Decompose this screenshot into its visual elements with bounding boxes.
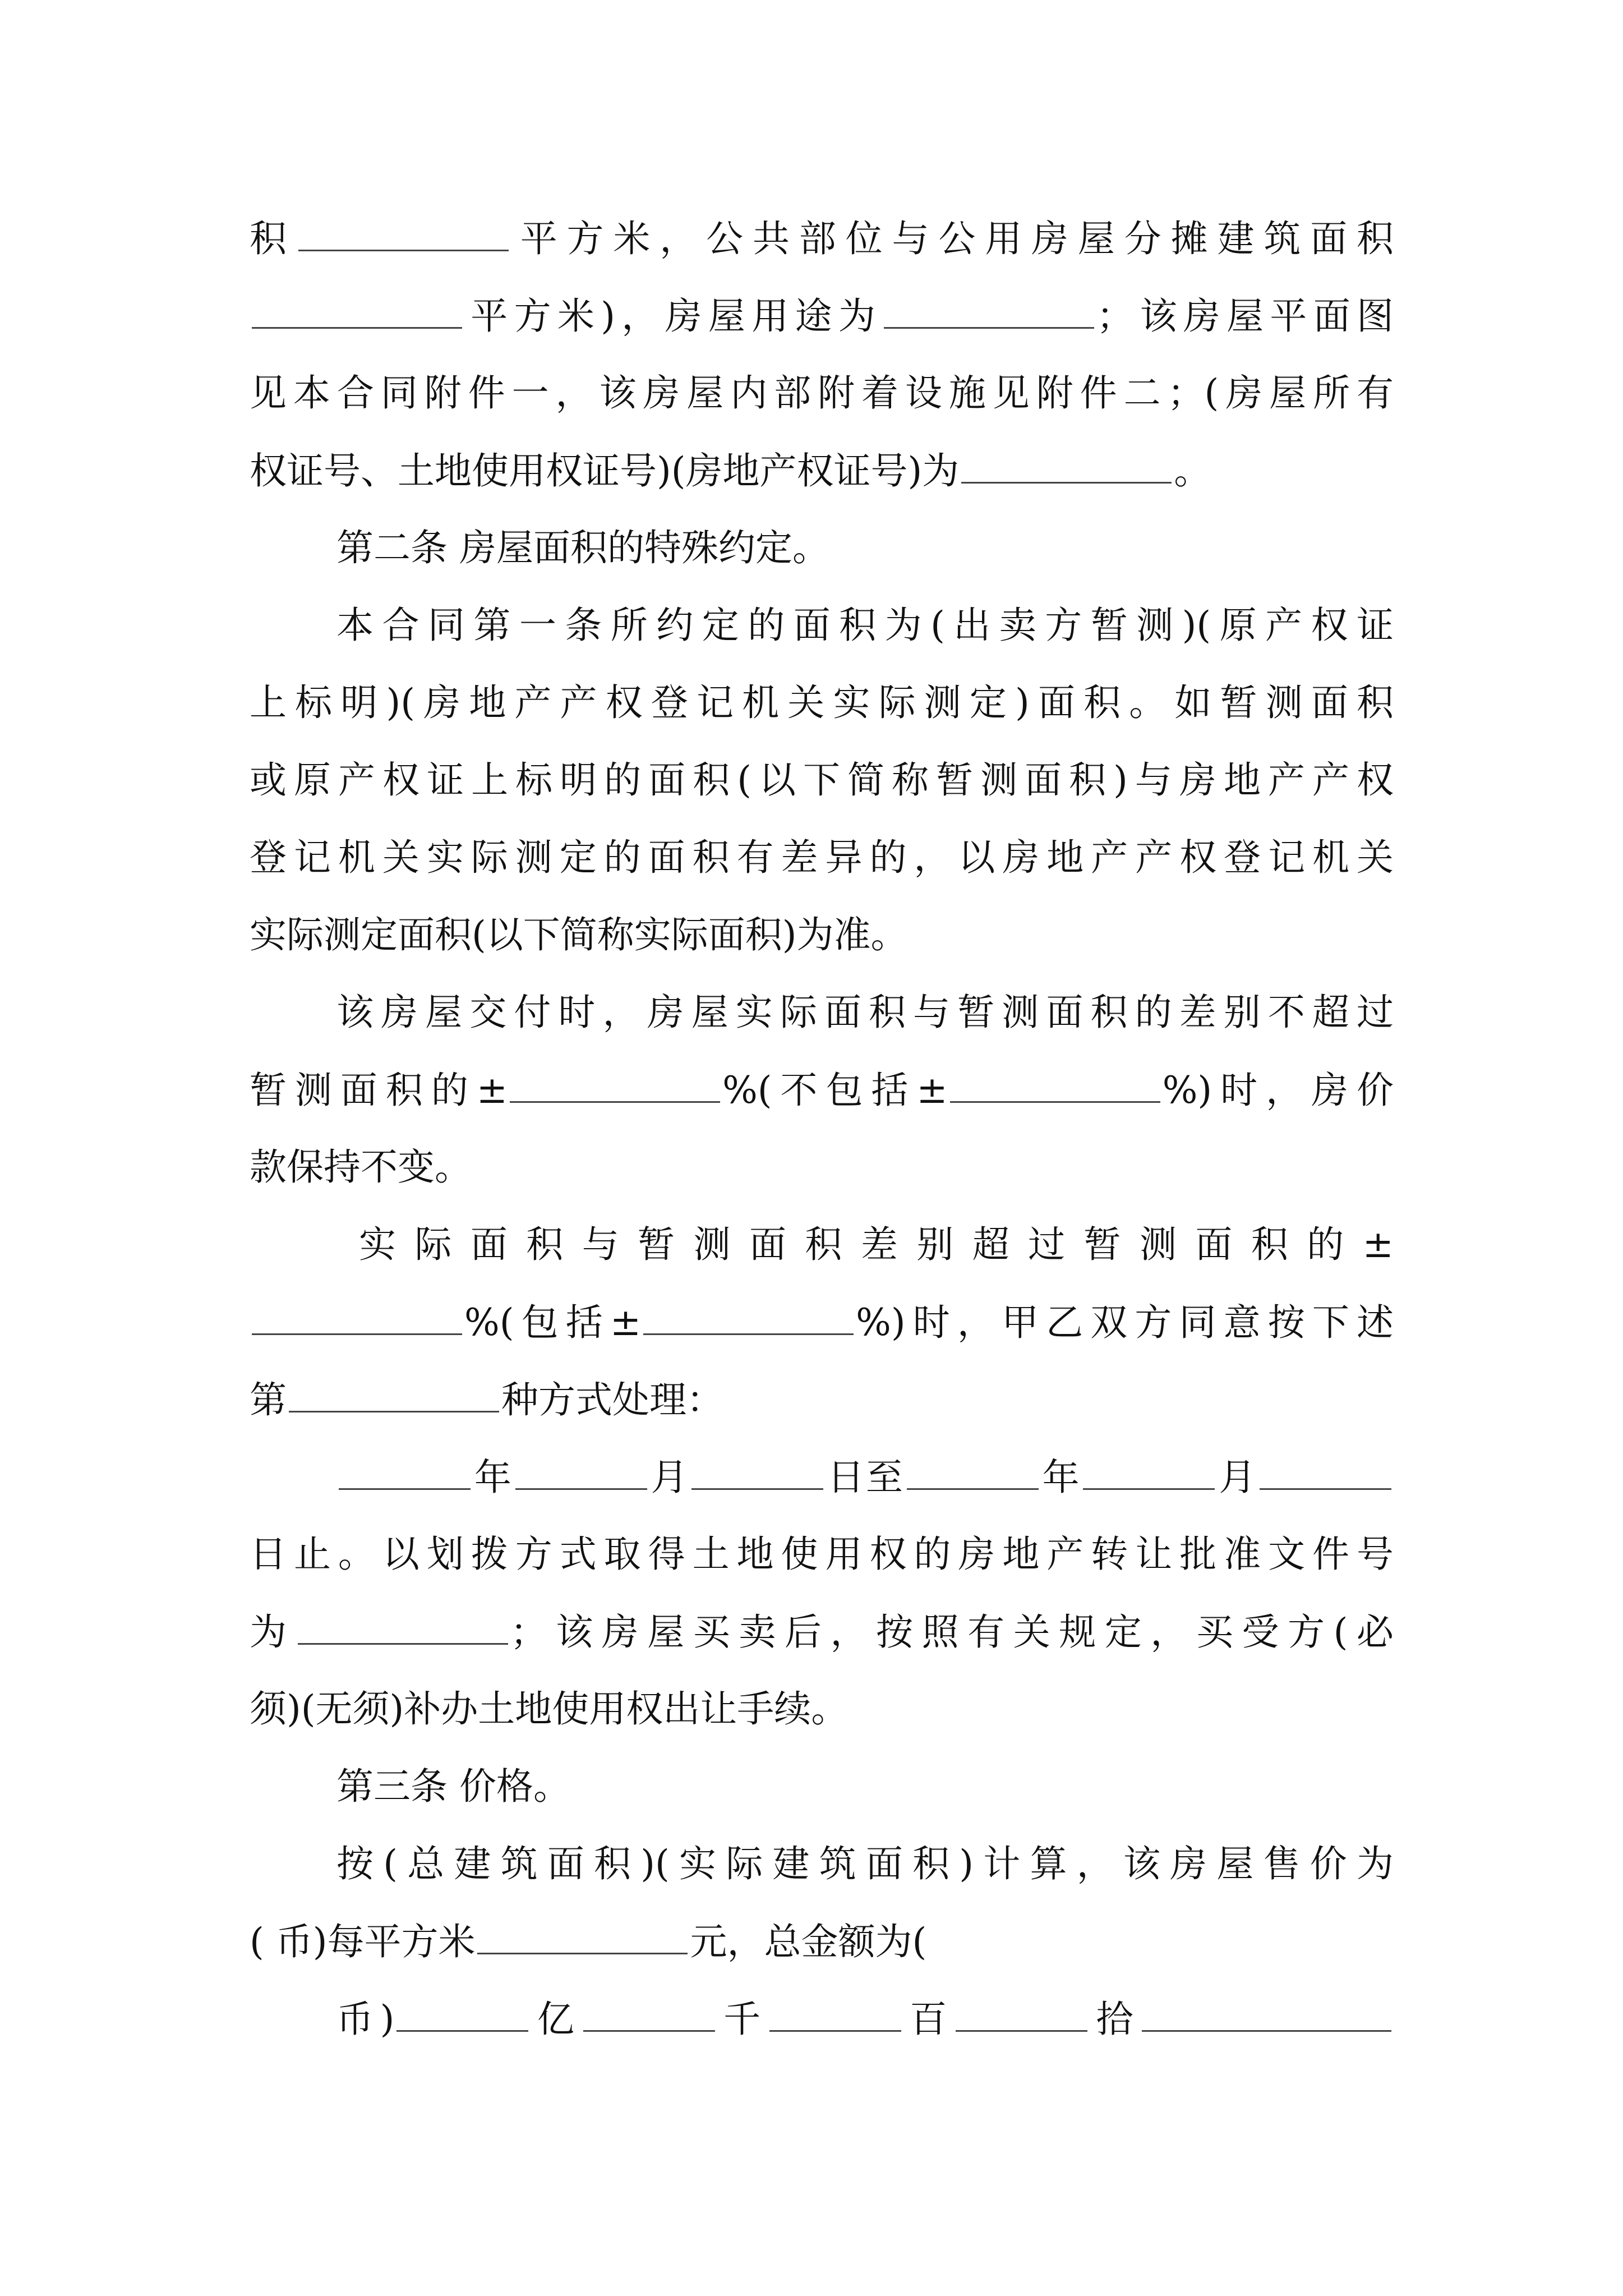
text-line: 实际测定面积(以下简称实际面积)为准。 — [250, 913, 908, 956]
text-line: 款保持不变。 — [250, 1145, 472, 1189]
blank-field — [1260, 1455, 1391, 1490]
paragraph-line: 实际面积与暂测面积差别超过暂测面积的± — [359, 1223, 1394, 1266]
blank-field — [643, 1300, 854, 1335]
amount-line: 币) 亿 千 百 拾 — [336, 1996, 1394, 2042]
date-range-line: 年 月 日至 年 月 — [336, 1455, 1394, 1500]
paragraph-line: 按(总建筑面积)(实际建筑面积)计算，该房屋售价为 — [336, 1842, 1394, 1885]
blank-field — [583, 1996, 715, 2032]
text-line: 权证号、土地使用权证号)(房地产权证号)为 。 — [250, 449, 1211, 493]
text-line: 第 种方式处理： — [250, 1378, 723, 1421]
blank-field — [950, 1068, 1160, 1103]
blank-field — [961, 448, 1172, 484]
text-line: 登记机关实际测定的面积有差异的，以房地产产权登记机关 — [250, 836, 1394, 879]
blank-field — [510, 1068, 720, 1103]
blank-field — [298, 216, 509, 251]
text-line: 积 平方米，公共部位与公用房屋分摊建筑面积 — [250, 217, 1394, 260]
blank-field — [691, 1455, 823, 1490]
text-line: 上标明)(房地产产权登记机关实际测定)面积。如暂测面积 — [250, 681, 1394, 724]
blank-field — [396, 1996, 528, 2032]
text-line: 为 ；该房屋买卖后，按照有关规定，买受方(必 — [250, 1611, 1394, 1654]
blank-field — [298, 1609, 508, 1645]
text-line: %(包括± %)时，甲乙双方同意按下述 — [250, 1300, 1394, 1345]
text-line: 须)(无须)补办土地使用权出让手续。 — [250, 1687, 849, 1731]
paragraph-line: 本合同第一条所约定的面积为(出卖方暂测)(原产权证 — [336, 604, 1394, 647]
blank-field — [252, 293, 462, 329]
text-line: 见本合同附件一，该房屋内部附着设施见附件二；(房屋所有 — [250, 371, 1394, 415]
blank-field — [252, 1300, 462, 1335]
text-line: 日止。以划拨方式取得土地使用权的房地产转让批准文件号 — [250, 1533, 1394, 1576]
blank-field — [884, 293, 1094, 329]
section-heading: 第二条 房屋面积的特殊约定。 — [336, 526, 829, 569]
blank-field — [907, 1455, 1039, 1490]
blank-field — [289, 1377, 499, 1412]
blank-field — [956, 1996, 1087, 2032]
blank-field — [515, 1455, 647, 1490]
paragraph-line: 该房屋交付时，房屋实际面积与暂测面积的差别不超过 — [336, 991, 1394, 1034]
section-heading: 第三条 价格。 — [336, 1765, 570, 1808]
blank-field — [1142, 1996, 1391, 2032]
blank-field — [477, 1919, 688, 1954]
blank-field — [1083, 1455, 1215, 1490]
text-line: ( 币)每平方米 元，总金额为( — [250, 1920, 927, 1963]
blank-field — [339, 1455, 471, 1490]
text-line: 暂测面积的± %(不包括± %)时，房价 — [250, 1069, 1394, 1112]
text-line: 或原产权证上标明的面积(以下简称暂测面积)与房地产产权 — [250, 758, 1394, 802]
text-line: 平方米)，房屋用途为 ；该房屋平面图 — [250, 293, 1394, 339]
blank-field — [769, 1996, 901, 2032]
